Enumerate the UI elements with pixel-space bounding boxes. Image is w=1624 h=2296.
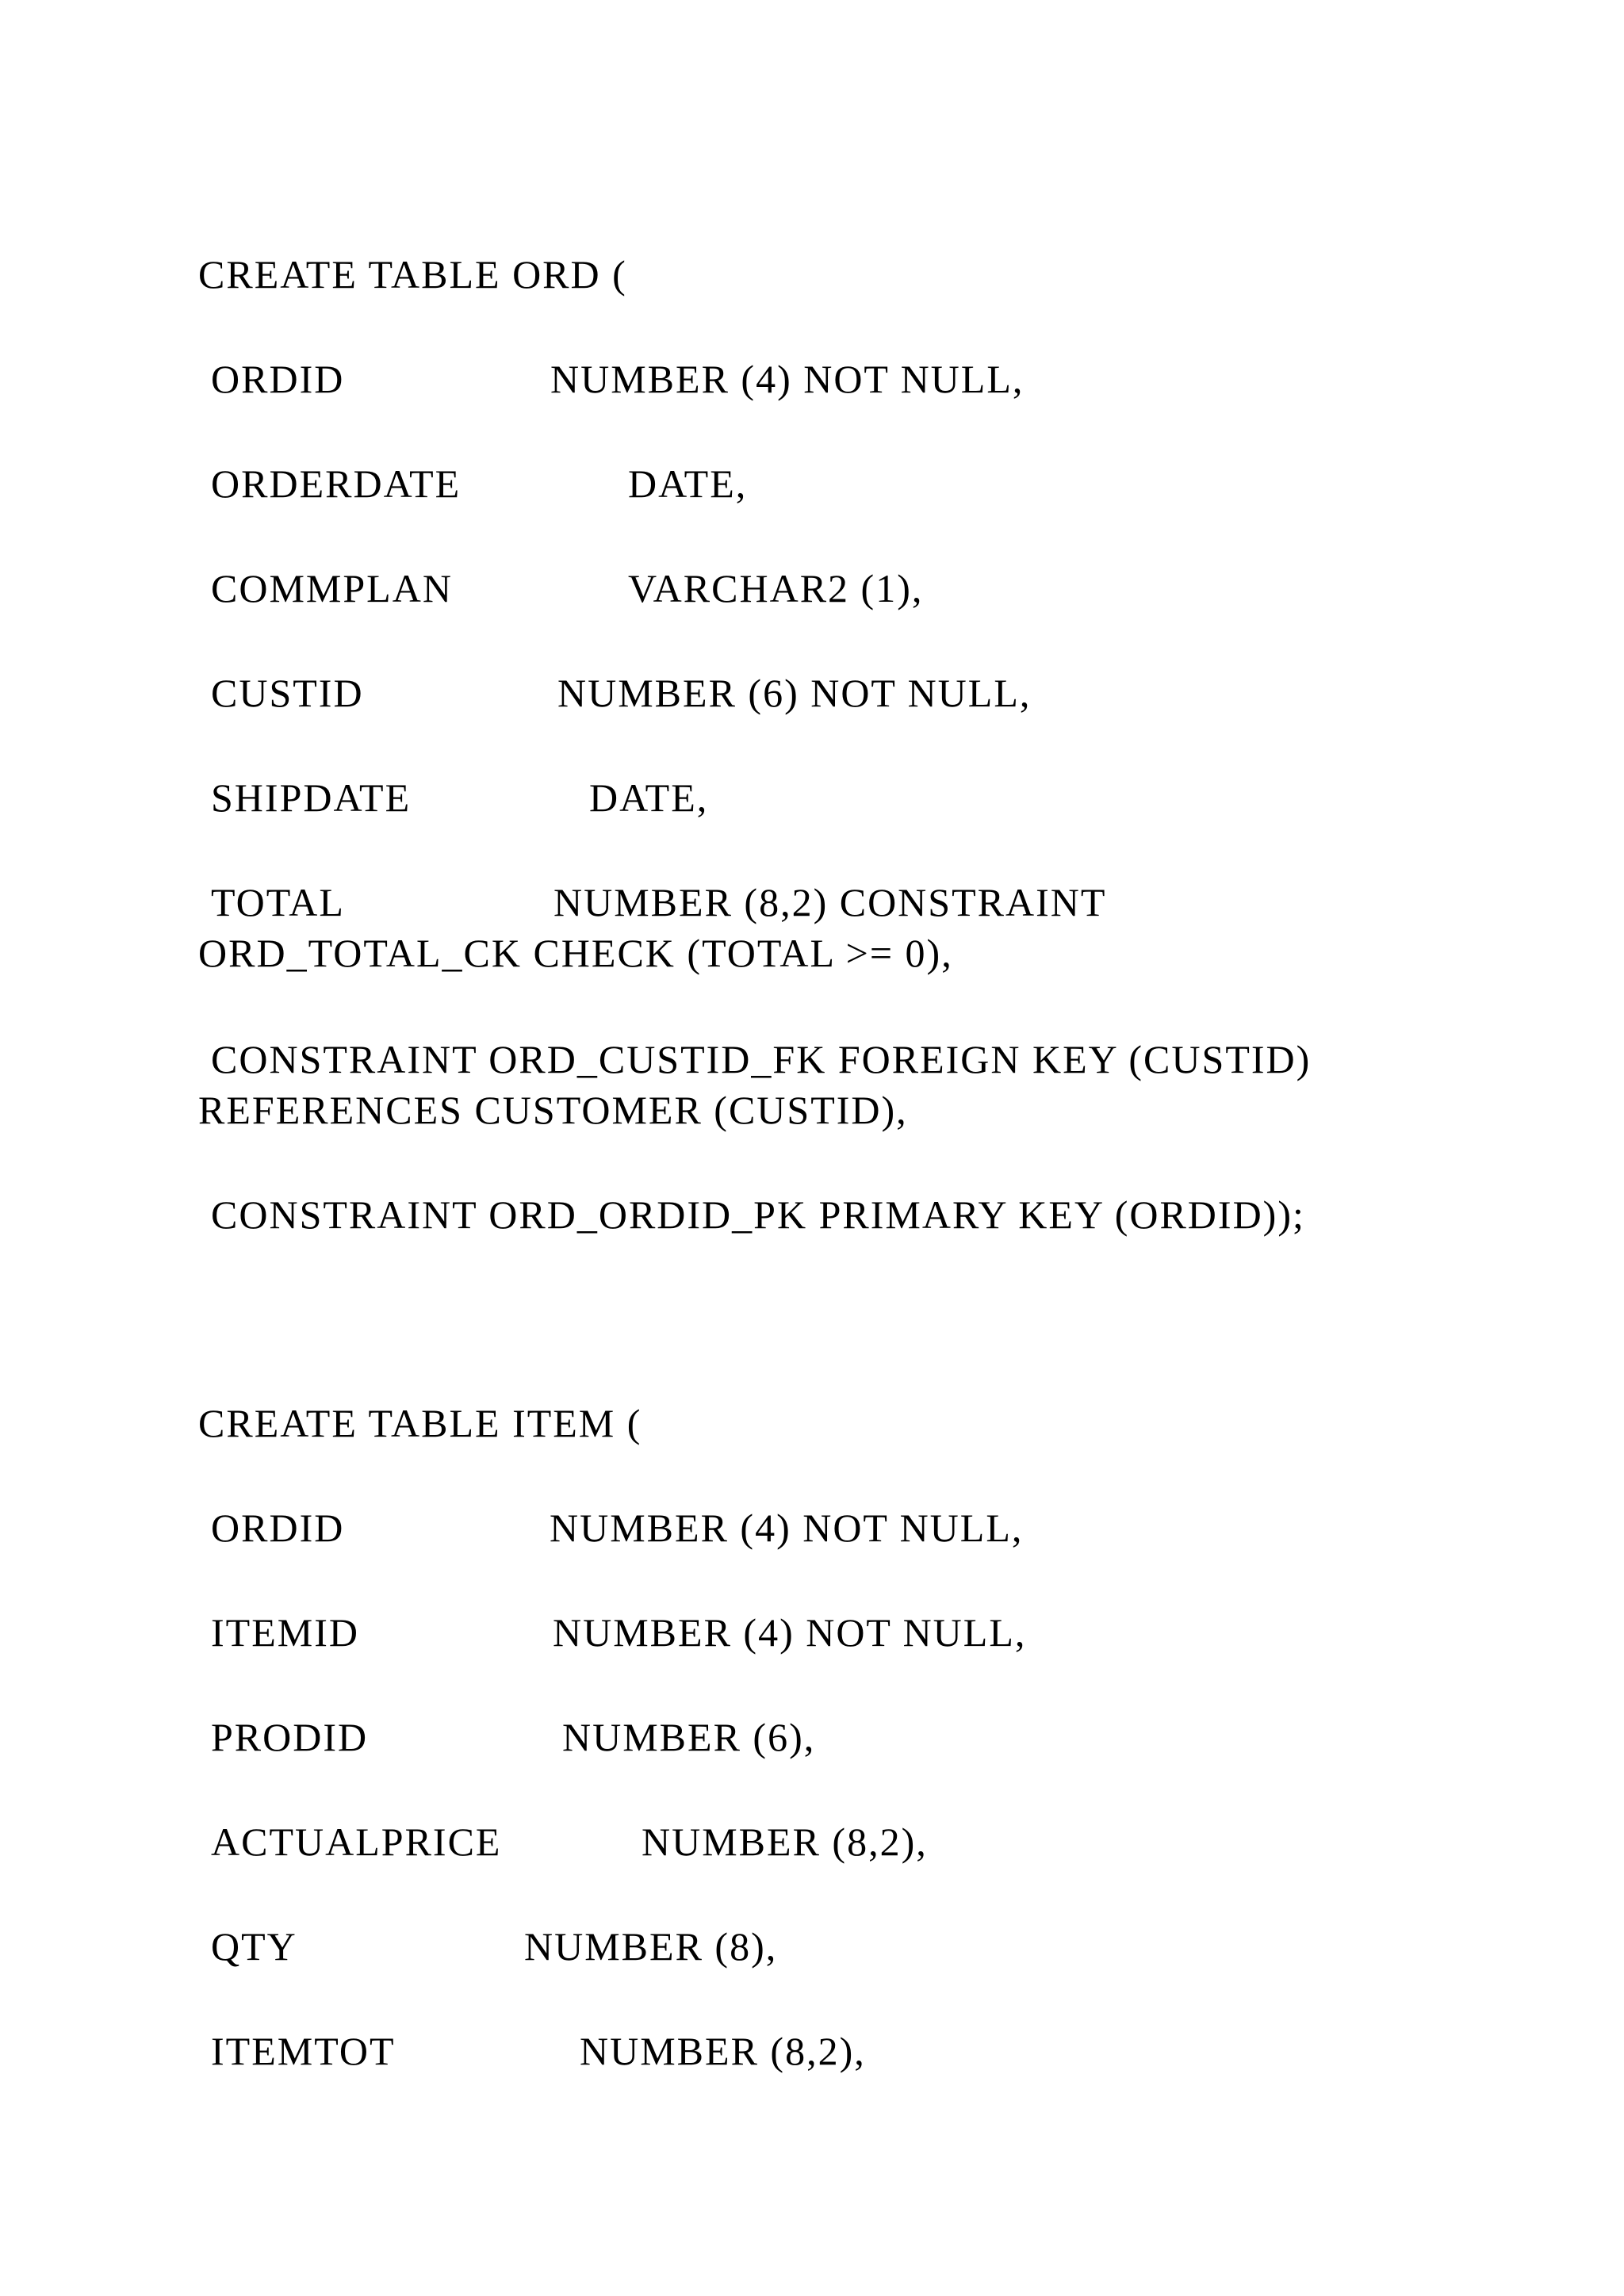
item-column-prodid — [0, 1713, 1624, 1761]
ord-column-ordid — [0, 355, 1624, 403]
ord-column-orderdate — [0, 460, 1624, 507]
column-type: NUMBER (8,2), — [580, 2029, 866, 2073]
column-type: DATE, — [628, 461, 748, 506]
column-name: ITEMID — [211, 1610, 359, 1655]
item-table-header — [0, 1399, 1624, 1447]
ord-fk-references — [0, 1086, 1624, 1134]
column-name: ORDERDATE — [211, 461, 462, 506]
column-name: ORDID — [211, 357, 345, 401]
column-name: TOTAL — [211, 880, 345, 924]
column-type: NUMBER (6), — [562, 1715, 816, 1759]
column-name: ITEMTOT — [211, 2029, 396, 2073]
column-type: NUMBER (4) NOT NULL, — [553, 1610, 1027, 1655]
create-table-item: CREATE TABLE ITEM ( — [198, 1401, 642, 1445]
column-name: ORDID — [211, 1506, 345, 1550]
item-column-itemid — [0, 1609, 1624, 1656]
check-constraint-text: ORD_TOTAL_CK CHECK (TOTAL >= 0), — [198, 931, 953, 975]
ord-column-commplan — [0, 564, 1624, 612]
column-name: QTY — [211, 1924, 297, 1969]
ord-column-custid — [0, 669, 1624, 717]
fk-constraint-line1: CONSTRAINT ORD_CUSTID_FK FOREIGN KEY (CUSTID) — [211, 1037, 1312, 1081]
column-type: NUMBER (8,2) CONSTRAINT — [553, 880, 1107, 924]
column-type: NUMBER (8,2), — [642, 1820, 928, 1864]
column-name: PRODID — [211, 1715, 369, 1759]
ord-column-shipdate — [0, 774, 1624, 821]
fk-constraint-line2: REFERENCES CUSTOMER (CUSTID), — [198, 1088, 908, 1132]
column-name: CUSTID — [211, 671, 364, 715]
column-name: COMMPLAN — [211, 566, 453, 610]
column-type: NUMBER (6) NOT NULL, — [557, 671, 1032, 715]
ord-total-check-constraint — [0, 929, 1624, 977]
ord-pk-constraint — [0, 1191, 1624, 1238]
item-column-actualprice — [0, 1818, 1624, 1866]
create-table-ord: CREATE TABLE ORD ( — [198, 252, 627, 297]
item-column-ordid — [0, 1504, 1624, 1552]
pk-constraint-text: CONSTRAINT ORD_ORDID_PK PRIMARY KEY (ORDID)); — [211, 1192, 1305, 1237]
column-name: ACTUALPRICE — [211, 1820, 502, 1864]
ord-table-header — [0, 251, 1624, 298]
column-type: NUMBER (8), — [524, 1924, 778, 1969]
ord-fk-constraint — [0, 1035, 1624, 1083]
item-column-itemtot — [0, 2027, 1624, 2075]
ord-column-total — [0, 878, 1624, 926]
column-type: DATE, — [589, 775, 709, 820]
column-type: VARCHAR2 (1), — [628, 566, 924, 610]
item-column-qty — [0, 1923, 1624, 1970]
column-name: SHIPDATE — [211, 775, 412, 820]
column-type: NUMBER (4) NOT NULL, — [550, 357, 1025, 401]
column-type: NUMBER (4) NOT NULL, — [550, 1506, 1024, 1550]
